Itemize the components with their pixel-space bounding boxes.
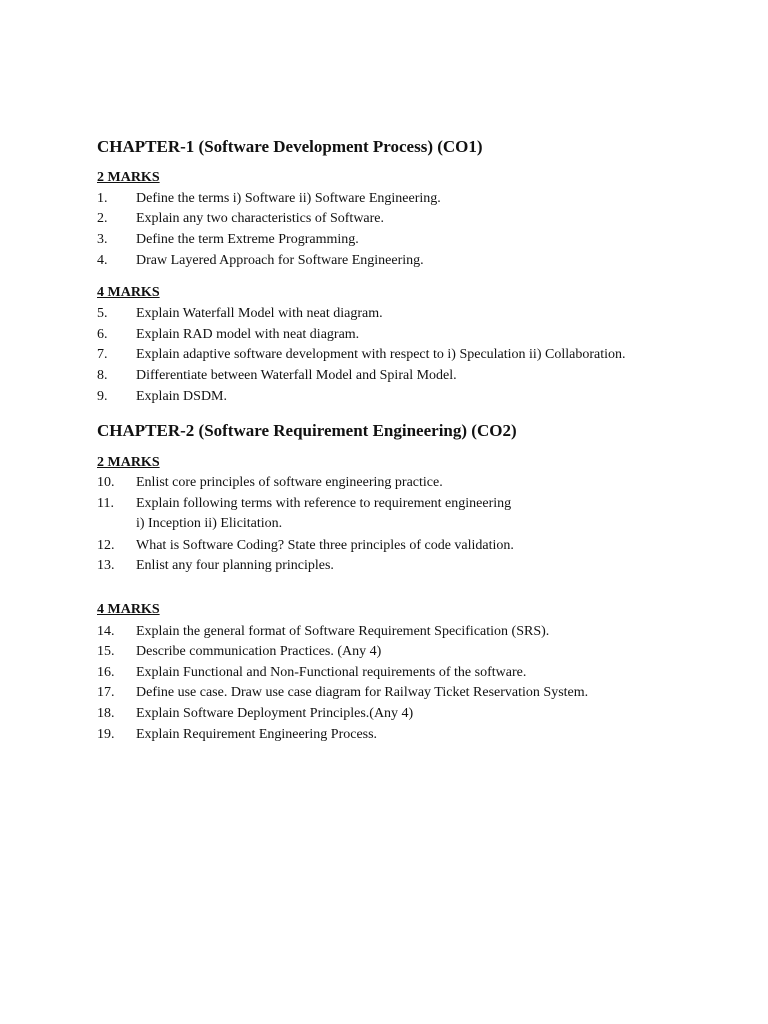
question-number: 4. (97, 253, 108, 268)
question-text: Explain any two characteristics of Software. (136, 211, 385, 226)
question-text: Define the term Extreme Programming. (136, 232, 359, 247)
question-text: Explain following terms with reference to requirement engineering (136, 496, 512, 511)
question-item (97, 474, 443, 492)
question-item (97, 726, 377, 744)
question-number: 16. (97, 665, 115, 680)
question-text: Explain RAD model with neat diagram. (136, 327, 360, 342)
question-number: 1. (97, 191, 108, 206)
question-text: What is Software Coding? State three principles of code validation. (136, 538, 514, 553)
question-item (97, 664, 526, 682)
question-item (97, 557, 334, 575)
question-text: Explain adaptive software development with respect to i) Speculation ii) Collaboration. (136, 347, 626, 362)
question-continuation: i) Inception ii) Elicitation. (136, 516, 283, 531)
question-text: Describe communication Practices. (Any 4) (136, 644, 382, 659)
question-item (97, 326, 359, 344)
chapter-2-4-marks-heading: 4 MARKS (97, 602, 160, 617)
question-item (97, 252, 424, 270)
chapter-1-4-marks-heading: 4 MARKS (97, 285, 160, 300)
question-item (97, 367, 457, 385)
question-item (97, 305, 383, 323)
question-number: 9. (97, 389, 108, 404)
question-text: Explain Functional and Non-Functional requirements of the software. (136, 665, 527, 680)
question-text: Enlist core principles of software engineering practice. (136, 475, 443, 490)
question-number: 7. (97, 347, 108, 362)
chapter-1-title: CHAPTER-1 (Software Development Process) (CO1) (97, 137, 483, 156)
chapter-2-title: CHAPTER-2 (Software Requirement Engineering) (CO2) (97, 421, 517, 440)
question-item (97, 231, 359, 249)
question-number: 3. (97, 232, 108, 247)
question-item (97, 537, 514, 555)
question-item (97, 705, 413, 723)
question-number: 18. (97, 706, 115, 721)
question-text: Explain Waterfall Model with neat diagram. (136, 306, 383, 321)
question-item (97, 495, 511, 513)
chapter-1-2-marks-heading: 2 MARKS (97, 170, 160, 185)
question-number: 8. (97, 368, 108, 383)
question-text: Define use case. Draw use case diagram for Railway Ticket Reservation System. (136, 685, 589, 700)
question-number: 13. (97, 558, 115, 573)
question-item (97, 210, 384, 228)
question-text: Explain DSDM. (136, 389, 227, 404)
question-item (97, 190, 441, 208)
question-item (97, 623, 549, 641)
question-item (97, 684, 588, 702)
question-number: 6. (97, 327, 108, 342)
question-text: Draw Layered Approach for Software Engineering. (136, 253, 424, 268)
question-number: 11. (97, 496, 114, 511)
question-item (97, 643, 381, 661)
question-number: 15. (97, 644, 115, 659)
question-text: Explain the general format of Software Requirement Specification (SRS). (136, 624, 550, 639)
question-number: 12. (97, 538, 115, 553)
question-text: Explain Requirement Engineering Process. (136, 727, 378, 742)
question-text: Differentiate between Waterfall Model and Spiral Model. (136, 368, 457, 383)
question-number: 2. (97, 211, 108, 226)
question-text: Define the terms i) Software ii) Software Engineering. (136, 191, 441, 206)
question-number: 5. (97, 306, 108, 321)
question-number: 19. (97, 727, 115, 742)
question-number: 10. (97, 475, 115, 490)
question-item (97, 388, 227, 406)
question-text: Explain Software Deployment Principles.(Any 4) (136, 706, 414, 721)
question-number: 17. (97, 685, 115, 700)
question-text: Enlist any four planning principles. (136, 558, 334, 573)
question-number: 14. (97, 624, 115, 639)
question-item (97, 346, 625, 364)
chapter-2-2-marks-heading: 2 MARKS (97, 455, 160, 470)
